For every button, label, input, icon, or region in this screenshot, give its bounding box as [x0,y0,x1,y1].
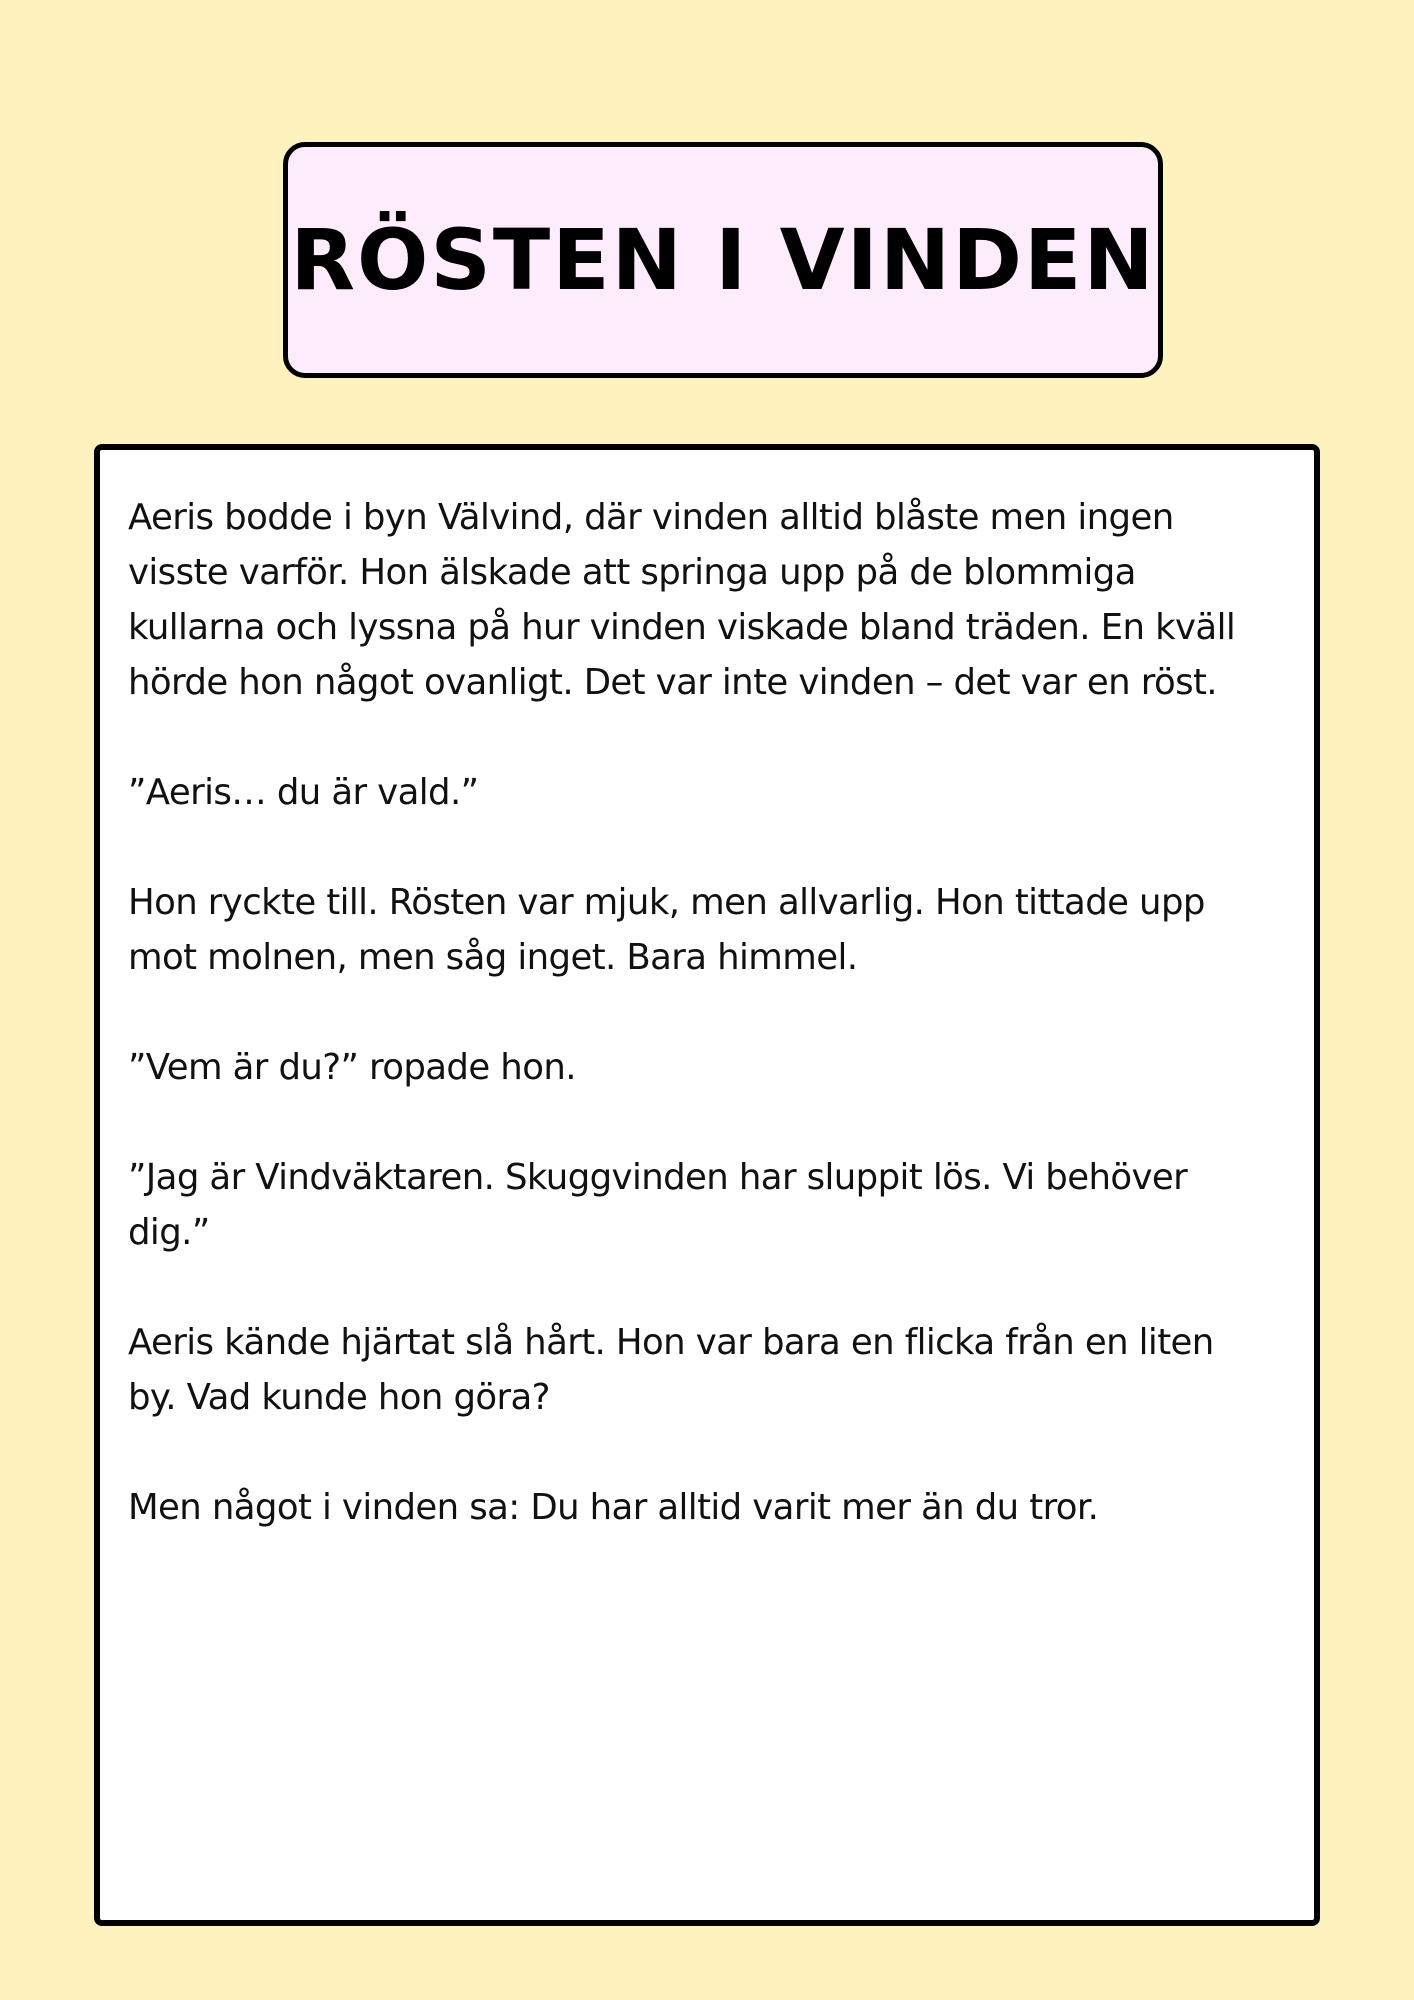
story-paragraph-7: Men något i vinden sa: Du har alltid varit mer än du tror. [128,1487,1099,1528]
story-paragraph-3: Hon ryckte till. Rösten var mjuk, men allvarlig. Hon tittade upp mot molnen, men såg inget. Bara himmel. [128,882,1205,978]
title-banner [283,142,1163,378]
story-paragraph-4: ”Vem är du?” ropade hon. [128,1047,576,1088]
story-paragraph-2: ”Aeris… du är vald.” [128,772,479,813]
page-title: RÖSTEN I VINDEN [290,211,1156,309]
story-paragraph-1: Aeris bodde i byn Välvind, där vinden alltid blåste men ingen visste varför. Hon älskade att springa upp på de blommiga kullarna och lyssna på hur vinden viskade bland träden. En kväll hörde hon något ovanligt. Det var inte vinden – det var en röst. [128,497,1236,703]
story-paragraph-6: Aeris kände hjärtat slå hårt. Hon var bara en flicka från en liten by. Vad kunde hon göra? [128,1322,1214,1418]
story-panel [94,444,1320,1926]
story-paragraph-5: ”Jag är Vindväktaren. Skuggvinden har sluppit lös. Vi behöver dig.” [128,1157,1188,1253]
